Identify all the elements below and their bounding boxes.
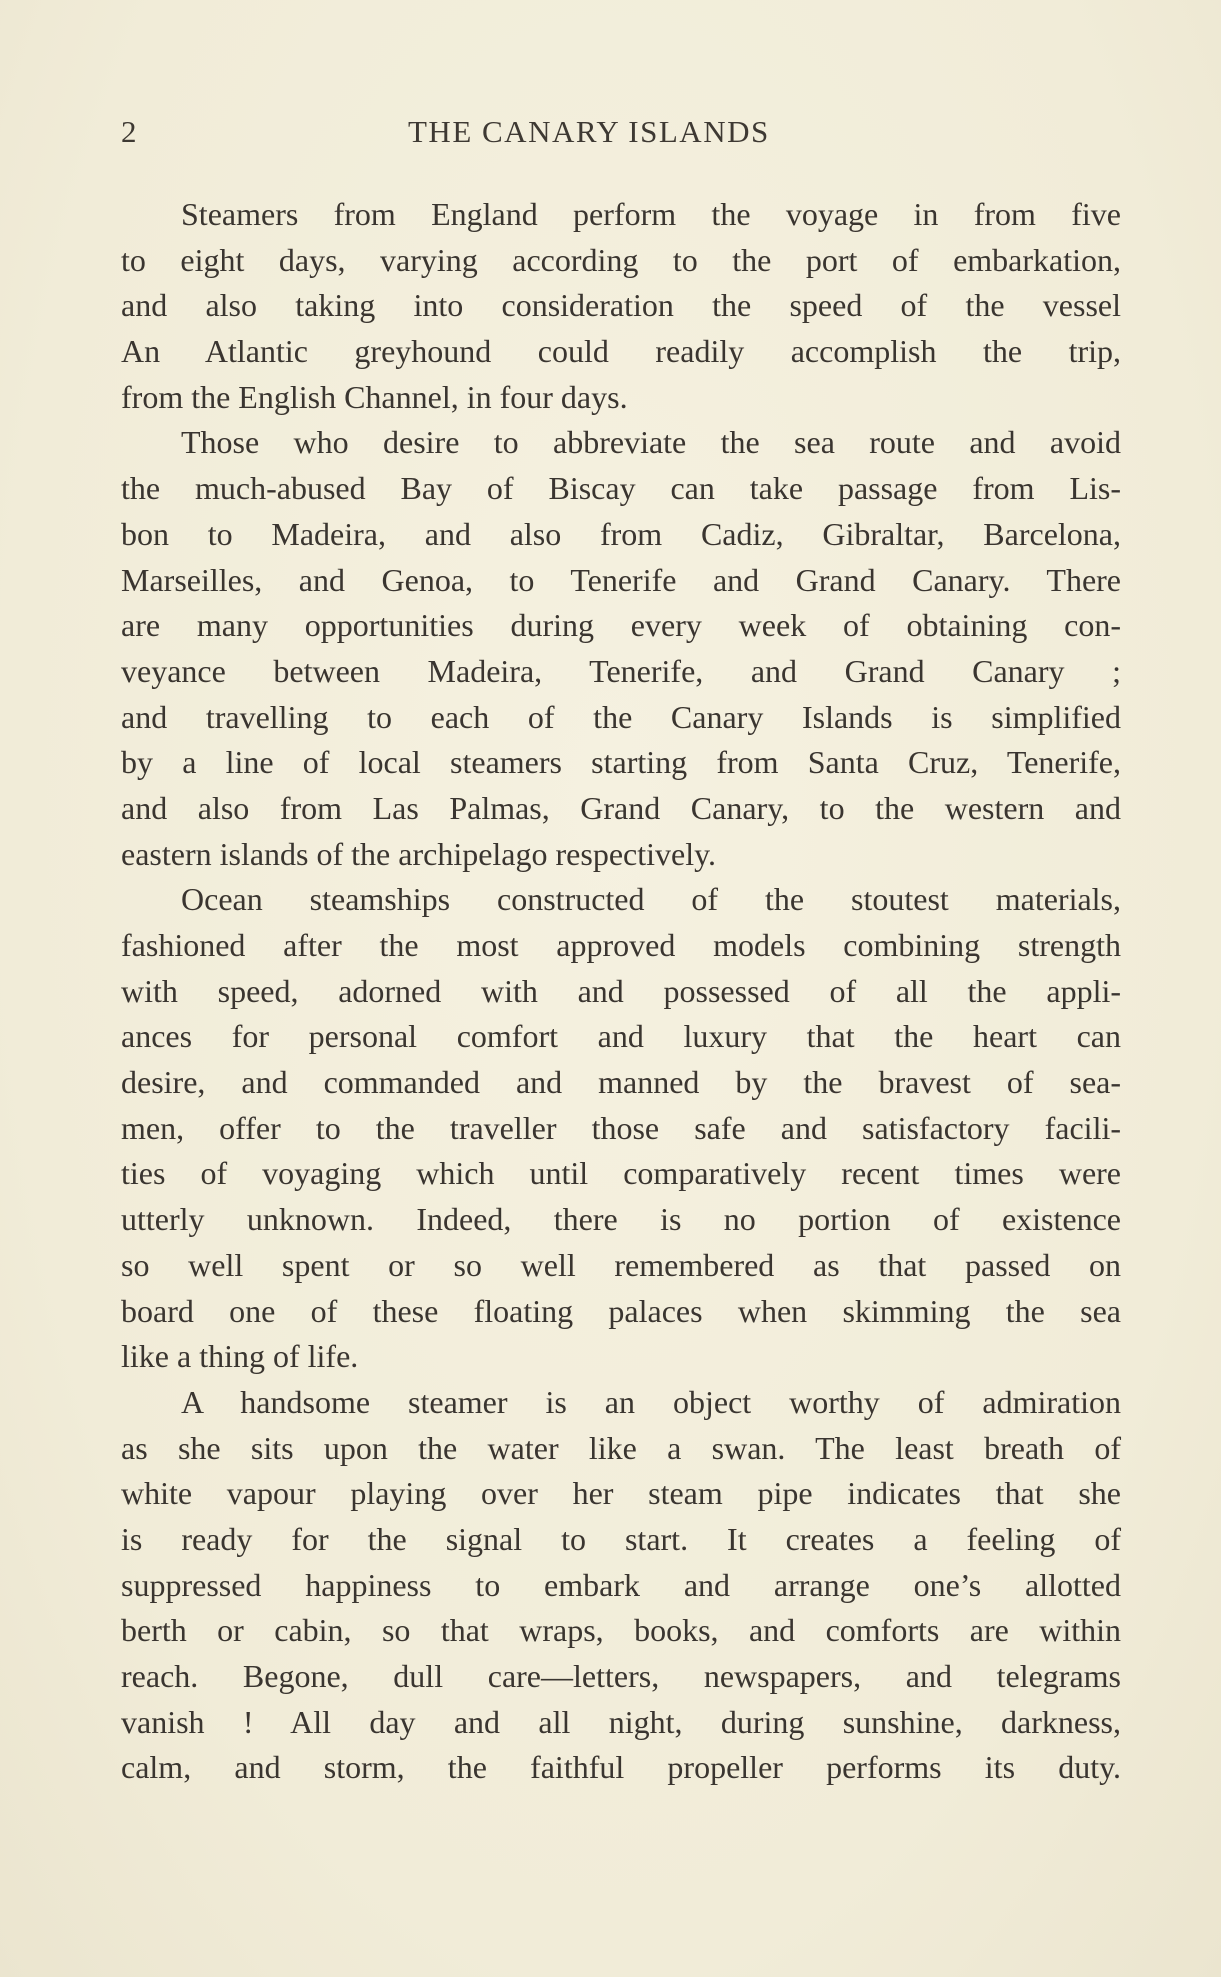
- text-line: An Atlantic greyhound could readily accomplish the trip,: [121, 333, 1121, 370]
- text-line: so well spent or so well remembered as that passed on: [121, 1246, 1121, 1283]
- text-line: from the English Channel, in four days.: [121, 378, 628, 415]
- paragraph: [121, 1380, 1121, 1791]
- text-line: board one of these floating palaces when skimming the sea: [121, 1292, 1121, 1329]
- text-line: by a line of local steamers starting from Santa Cruz, Tenerife,: [121, 744, 1121, 781]
- text-line: like a thing of life.: [121, 1338, 359, 1375]
- text-line: and also from Las Palmas, Grand Canary, to the western and: [121, 789, 1121, 826]
- running-head: [121, 114, 1121, 154]
- text-line: fashioned after the most approved models combining strength: [121, 927, 1121, 963]
- text-line: and travelling to each of the Canary Islands is simplified: [121, 698, 1121, 735]
- running-title: THE CANARY ISLANDS: [408, 114, 770, 149]
- text-line: bon to Madeira, and also from Cadiz, Gibraltar, Barcelona,: [121, 515, 1121, 552]
- text-line: Steamers from England perform the voyage in from five: [181, 196, 1121, 232]
- text-line: calm, and storm, the faithful propeller performs its duty.: [121, 1749, 1121, 1786]
- text-line: men, offer to the traveller those safe and satisfactory facili-: [121, 1109, 1121, 1146]
- text-line: as she sits upon the water like a swan. The least breath of: [121, 1429, 1121, 1466]
- text-line: with speed, adorned with and possessed of all the appli-: [121, 972, 1121, 1009]
- text-line: vanish ! All day and all night, during sunshine, darkness,: [121, 1703, 1121, 1740]
- text-line: the much-abused Bay of Biscay can take passage from Lis-: [121, 470, 1121, 507]
- text-line: white vapour playing over her steam pipe indicates that she: [121, 1475, 1121, 1512]
- text-line: to eight days, varying according to the port of embarkation,: [121, 241, 1121, 278]
- text-line: veyance between Madeira, Tenerife, and Grand Canary ;: [121, 652, 1121, 689]
- text-line: suppressed happiness to embark and arrange one’s allotted: [121, 1566, 1121, 1603]
- text-line: eastern islands of the archipelago respectively.: [121, 835, 717, 872]
- text-line: ances for personal comfort and luxury that the heart can: [121, 1018, 1121, 1055]
- text-line: desire, and commanded and manned by the bravest of sea-: [121, 1064, 1121, 1101]
- text-line: is ready for the signal to start. It creates a feeling of: [121, 1520, 1121, 1557]
- text-line: reach. Begone, dull care—letters, newspapers, and telegrams: [121, 1658, 1121, 1694]
- text-line: utterly unknown. Indeed, there is no portion of existence: [121, 1201, 1121, 1238]
- paragraph: [121, 420, 1121, 877]
- page-number: 2: [121, 114, 138, 149]
- text-line: Those who desire to abbreviate the sea route and avoid: [181, 424, 1121, 461]
- text-line: are many opportunities during every week of obtaining con-: [121, 607, 1121, 644]
- paragraph: [121, 877, 1121, 1380]
- body-text: [121, 192, 1121, 1791]
- text-line: berth or cabin, so that wraps, books, and comforts are within: [121, 1612, 1121, 1649]
- text-line: and also taking into consideration the speed of the vessel: [121, 287, 1121, 324]
- text-line: ties of voyaging which until comparatively recent times were: [121, 1155, 1121, 1192]
- text-line: Ocean steamships constructed of the stoutest materials,: [181, 881, 1121, 918]
- text-line: A handsome steamer is an object worthy of admiration: [181, 1383, 1121, 1420]
- paragraph: [121, 192, 1121, 420]
- text-line: Marseilles, and Genoa, to Tenerife and Grand Canary. There: [121, 561, 1121, 598]
